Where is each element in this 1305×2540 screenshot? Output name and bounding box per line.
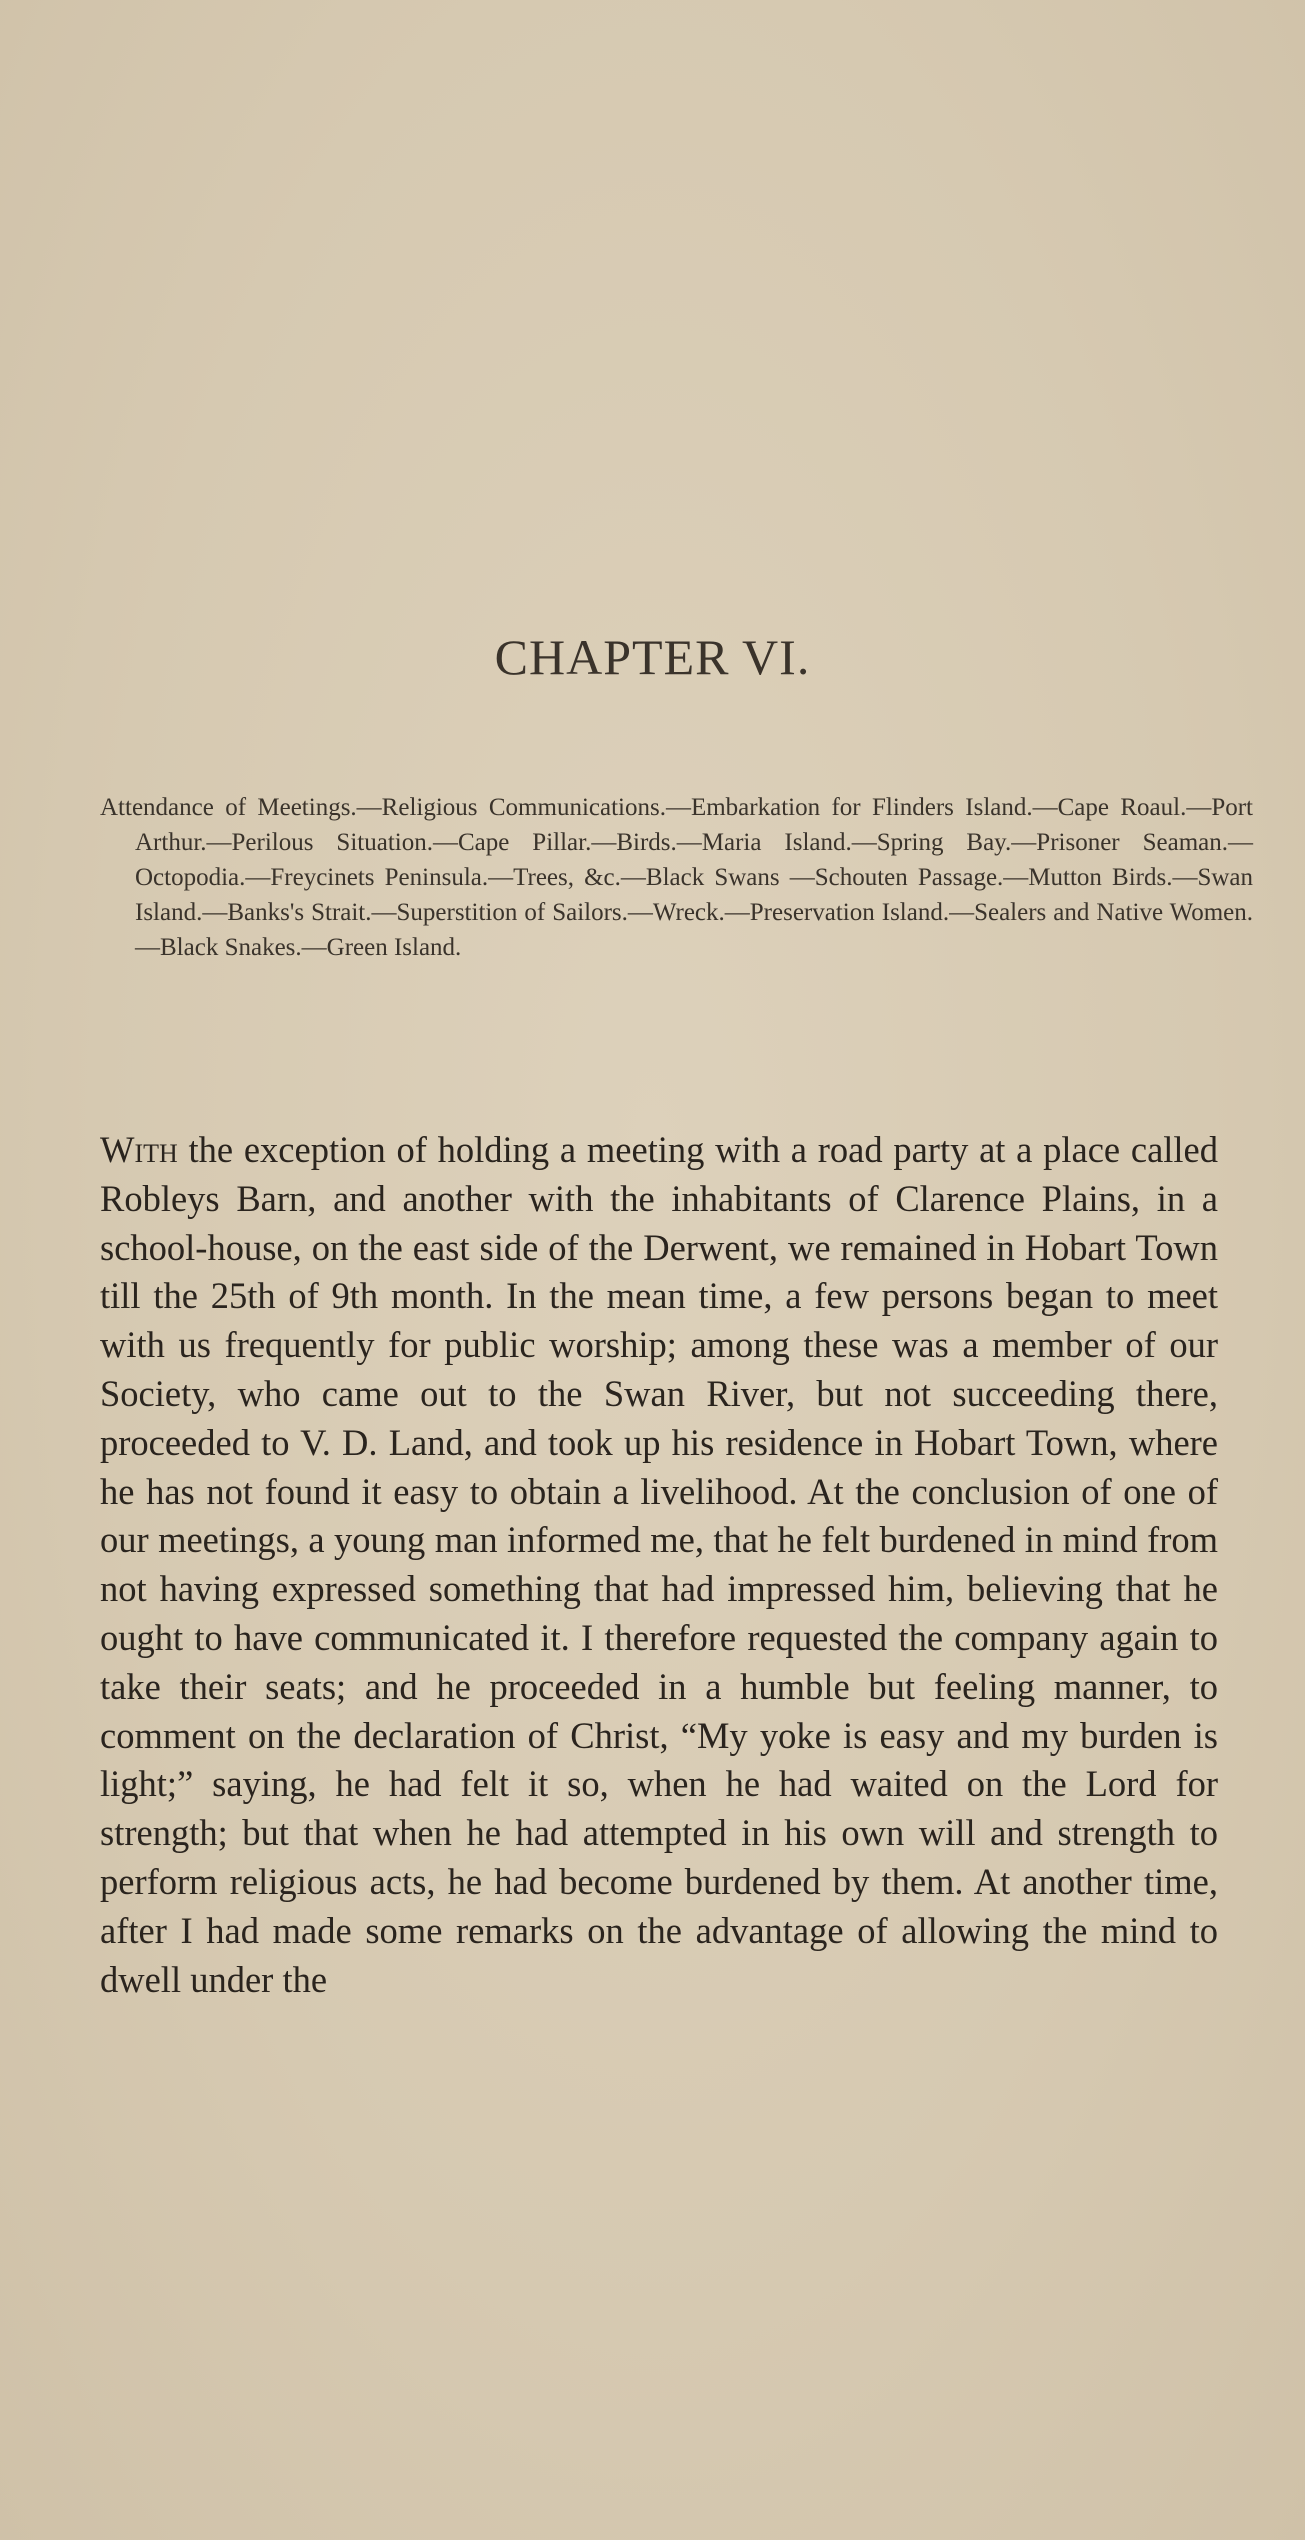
body-paragraph xyxy=(100,1126,1218,2004)
opening-word: With xyxy=(100,1129,178,1170)
chapter-title: CHAPTER VI. xyxy=(494,629,811,685)
chapter-synopsis: Attendance of Meetings.—Religious Communications.—Embarkation for Flinders Island.—Cape Roaul.—Port Arthur.—Perilous Situation.—Cape Pillar.—Birds.—Maria Island.—Spring Bay.—Prisoner Seaman.—Octopodia.—Freycinets Peninsula.—Trees, &c.—Black Swans —Schouten Passage.—Mutton Birds.—Swan Island.—Banks's Strait.—Superstition of Sailors.—Wreck.—Preservation Island.—Sealers and Native Women.—Black Snakes.—Green Island. xyxy=(100,794,1253,961)
paragraph-text: the exception of holding a meeting with a road party at a place called Robleys Barn, and another with the inhabitants of Clarence Plains, in a school-house, on the east side of the Derwent, we remained in Hobart Town till the 25th of 9th month. In the mean time, a few persons began to meet with us frequently for public worship; among these was a member of our Society, who came out to the Swan River, but not succeeding there, proceeded to V. D. Land, and took up his residence in Hobart Town, where he has not found it easy to obtain a livelihood. At the conclusion of one of our meetings, a young man informed me, that he felt burdened in mind from not having expressed something that had impressed him, believing that he ought to have communicated it. I therefore requested the company again to take their seats; and he proceeded in a humble but feeling manner, to comment on the declaration of Christ, “My yoke is easy and my burden is light;” saying, he had felt it so, when he had waited on the Lord for strength; but that when he had attempted in his own will and strength to perform religious acts, he had become burdened by them. At another time, after I had made some remarks on the advantage of allowing the mind to dwell under the xyxy=(100,1129,1218,2000)
